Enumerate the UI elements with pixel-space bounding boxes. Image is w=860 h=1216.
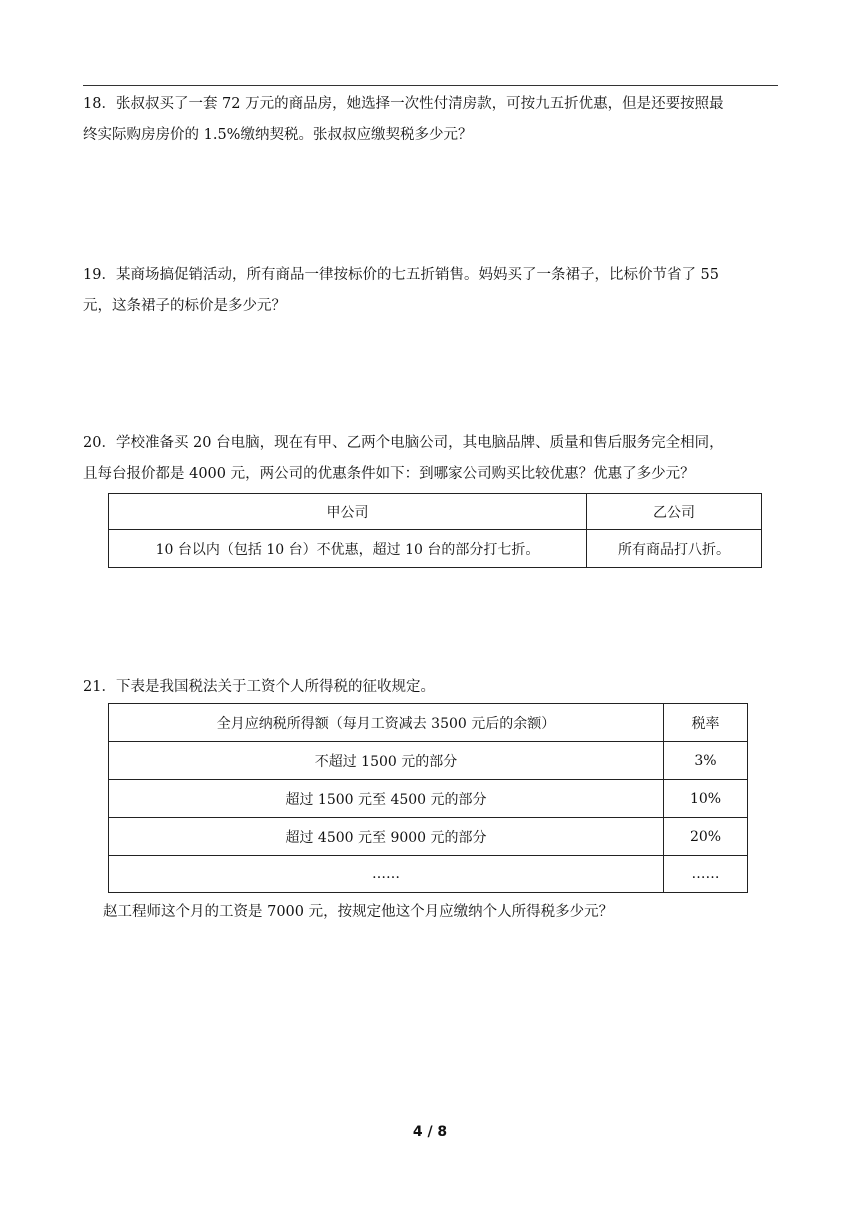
question-21-followup-text: 赵工程师这个月的工资是 7000 元，按规定他这个月应缴纳个人所得税多少元？ <box>103 904 614 920</box>
question-19 <box>83 260 778 322</box>
table-row <box>109 780 748 818</box>
question-20 <box>83 428 778 490</box>
bracket-rate: 3% <box>664 742 748 780</box>
tax-table <box>108 703 748 893</box>
table-row <box>109 818 748 856</box>
company-a-offer: 10 台以内（包括 10 台）不优惠，超过 10 台的部分打七折。 <box>109 530 587 568</box>
question-21-line-1: 21．下表是我国税法关于工资个人所得税的征收规定。 <box>83 679 435 695</box>
bracket-range: 超过 1500 元至 4500 元的部分 <box>109 780 664 818</box>
header-tax-rate: 税率 <box>664 704 748 742</box>
question-20-line-1: 20．学校准备买 20 台电脑，现在有甲、乙两个电脑公司，其电脑品牌、质量和售后服务完全相同， <box>83 435 724 451</box>
page-number: 4 / 8 <box>412 1124 448 1140</box>
bracket-rate: …… <box>664 856 748 893</box>
header-company-b: 乙公司 <box>587 494 762 530</box>
table-row <box>109 856 748 893</box>
bracket-range: 不超过 1500 元的部分 <box>109 742 664 780</box>
bracket-range: 超过 4500 元至 9000 元的部分 <box>109 818 664 856</box>
table-row <box>109 530 762 568</box>
question-18-line-2: 终实际购房房价的 1.5%缴纳契税。张叔叔应缴契税多少元？ <box>83 127 473 143</box>
bracket-rate: 10% <box>664 780 748 818</box>
bracket-range: …… <box>109 856 664 893</box>
table-row <box>109 742 748 780</box>
question-20-line-2: 且每台报价都是 4000 元，两公司的优惠条件如下：到哪家公司购买比较优惠？优惠了多少元？ <box>83 466 695 482</box>
header-company-a: 甲公司 <box>109 494 587 530</box>
bracket-rate: 20% <box>664 818 748 856</box>
question-21-followup <box>83 897 778 928</box>
question-18 <box>83 89 778 151</box>
header-rule <box>83 85 778 86</box>
question-21 <box>83 672 778 703</box>
table-header-row <box>109 494 762 530</box>
header-taxable-income: 全月应纳税所得额（每月工资减去 3500 元后的余额） <box>109 704 664 742</box>
discount-table <box>108 493 762 568</box>
question-18-line-1: 18．张叔叔买了一套 72 万元的商品房，她选择一次性付清房款，可按九五折优惠，但是还要按照最 <box>83 96 724 112</box>
question-19-line-1: 19．某商场搞促销活动，所有商品一律按标价的七五折销售。妈妈买了一条裙子，比标价节省了 55 <box>83 267 720 283</box>
question-19-line-2: 元，这条裙子的标价是多少元？ <box>83 298 286 314</box>
company-b-offer: 所有商品打八折。 <box>587 530 762 568</box>
table-header-row <box>109 704 748 742</box>
